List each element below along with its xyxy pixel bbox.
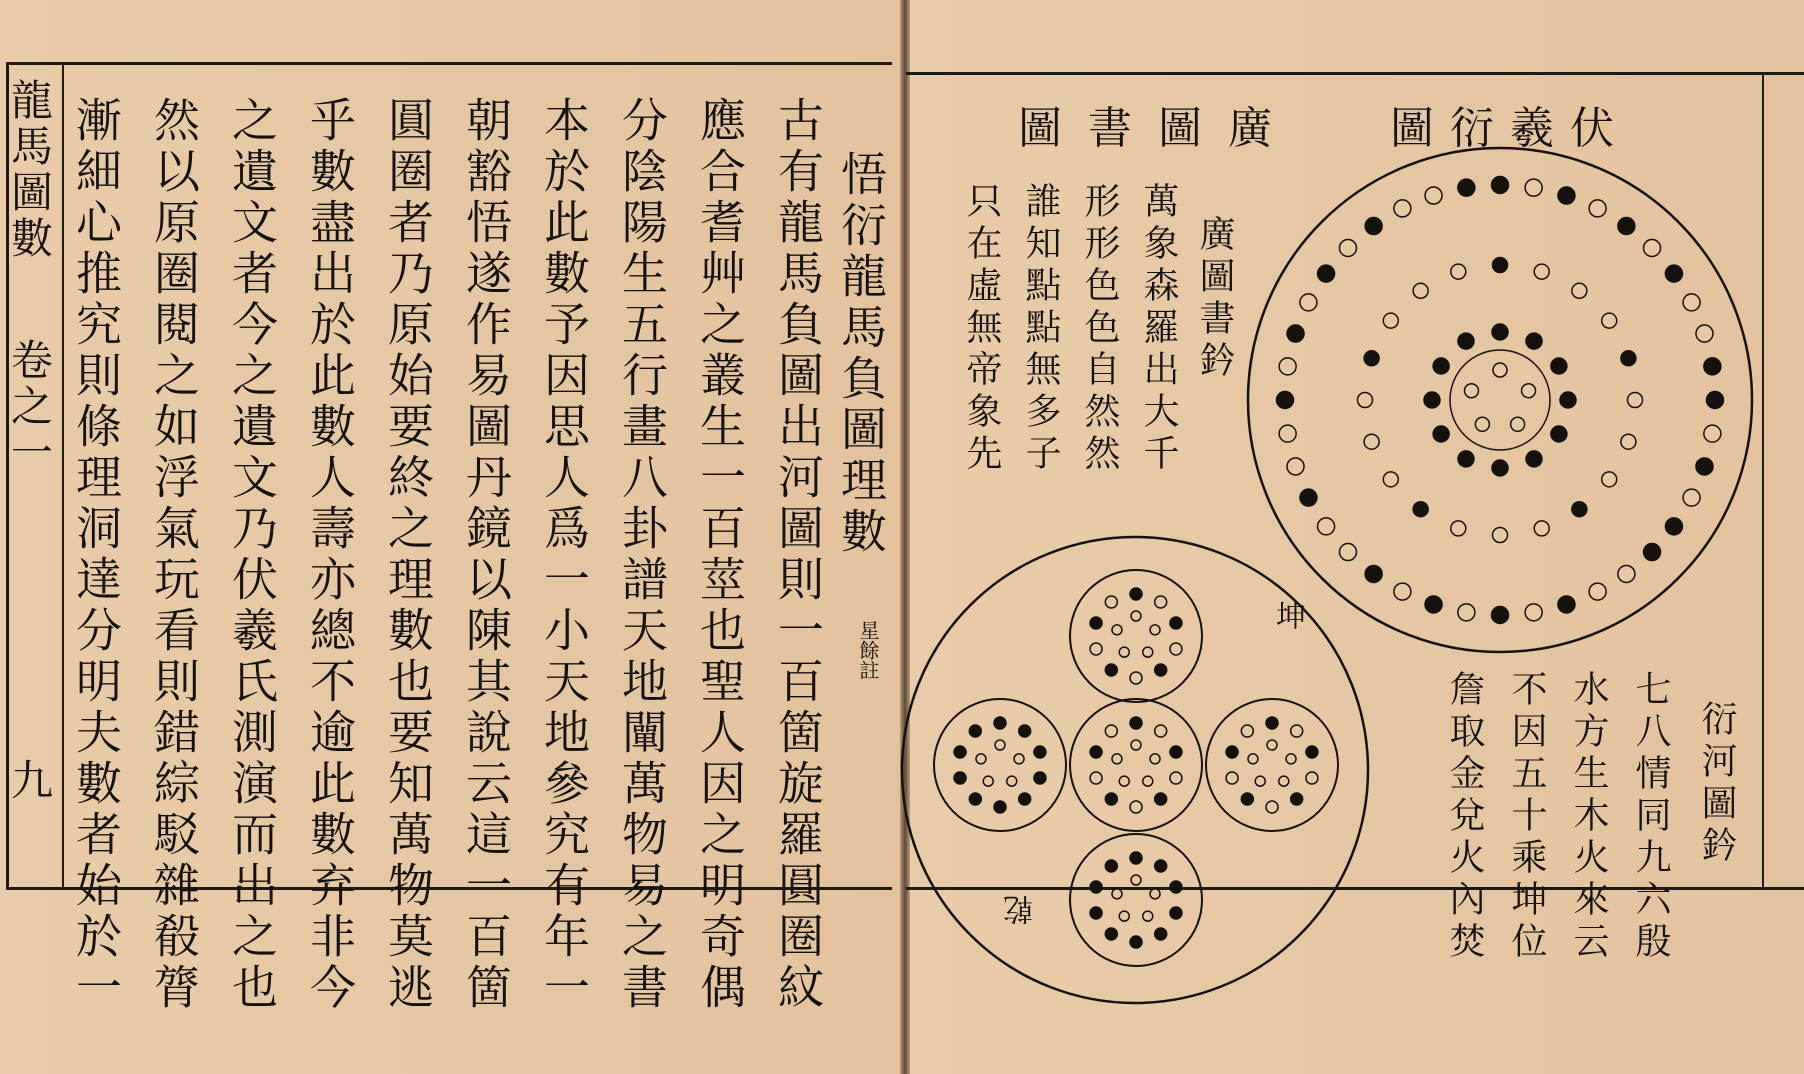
middle-dot — [1551, 358, 1567, 374]
middle-dot — [1526, 333, 1542, 349]
body-column-3: 分陰陽生五行畫八卦譜天地闡萬物易之書 — [615, 96, 669, 1014]
sub-dot — [1105, 664, 1117, 676]
mid-ring-dot — [1451, 521, 1466, 536]
middle-dot — [1492, 460, 1508, 476]
outer-dot — [1618, 565, 1635, 582]
poem1-line-1: 萬象森羅出大千 — [1138, 182, 1179, 476]
outer-dot — [1525, 179, 1542, 196]
sub-center-dot — [1119, 647, 1129, 657]
margin-page-number: 九 — [5, 758, 54, 804]
outer-dot — [1618, 218, 1635, 235]
sub-center-dot — [1131, 611, 1141, 621]
outer-dot — [1683, 294, 1700, 311]
margin-volume: 卷之一 — [5, 338, 54, 476]
sub-dot — [1226, 746, 1238, 758]
mid-ring-dot — [1534, 521, 1549, 536]
sub-dot — [1170, 617, 1182, 629]
sub-center-dot — [1150, 889, 1160, 899]
body-column-10: 漸細心推究則條理洞達分明夫數者始於一 — [69, 96, 123, 1014]
fuxi-yan-diagram — [1248, 148, 1752, 652]
sub-dot — [1105, 596, 1117, 608]
middle-dot — [1433, 426, 1449, 442]
mid-ring-dot — [1602, 313, 1617, 328]
outer-dot — [1425, 187, 1442, 204]
sub-dot — [969, 793, 981, 805]
center-dot — [1475, 417, 1489, 431]
sub-center-dot — [1150, 754, 1160, 764]
sub-dot — [1130, 672, 1142, 684]
sub-dot — [1155, 793, 1167, 805]
outer-dot — [1683, 489, 1700, 506]
outer-dot — [1458, 179, 1475, 196]
outer-dot — [1525, 604, 1542, 621]
body-column-1: 古有龍馬負圖出河圖則一百箇旋羅圓圈紋 — [771, 96, 825, 1014]
outer-dot — [1665, 518, 1682, 535]
sub-center-dot — [1131, 875, 1141, 885]
middle-dot — [1492, 324, 1508, 340]
mid-ring-dot — [1383, 313, 1398, 328]
mid-ring-dot — [1364, 434, 1379, 449]
outer-dot — [1707, 392, 1724, 409]
center-dot — [1511, 417, 1525, 431]
mid-ring-dot — [1602, 472, 1617, 487]
outer-dot — [1287, 458, 1304, 475]
sub-center-dot — [1143, 647, 1153, 657]
body-column-7: 乎數盡出於此數人壽亦總不逾此數弃非今 — [303, 96, 357, 1014]
body-column-8: 之遺文者今之遺文乃伏羲氏測演而出之也 — [225, 96, 279, 1014]
middle-dot — [1526, 451, 1542, 467]
outer-dot — [1365, 565, 1382, 582]
sub-dot — [1266, 717, 1278, 729]
middle-dot — [1551, 426, 1567, 442]
poem2-line-3: 不因五十乘坤位 — [1506, 670, 1547, 964]
middle-dot — [1560, 392, 1576, 408]
outer-dot — [1318, 265, 1335, 282]
mid-ring-dot — [1493, 258, 1508, 273]
sub-dot — [1105, 860, 1117, 872]
sub-center-dot — [1131, 740, 1141, 750]
sub-dot — [1105, 793, 1117, 805]
outer-dot — [1704, 425, 1721, 442]
poem2-title: 衍河圖鈐 — [1696, 700, 1737, 868]
sub-dot — [1019, 793, 1031, 805]
poem1-line-3: 誰知點點無多子 — [1020, 182, 1061, 476]
poem1-line-2: 形形色色自然然 — [1079, 182, 1120, 476]
middle-dot — [1458, 451, 1474, 467]
outer-dot — [1339, 544, 1356, 561]
sub-dot — [954, 746, 966, 758]
guang-title-text: 廣圖書圖 — [1018, 103, 1298, 154]
outer-dot — [1394, 200, 1411, 217]
sub-center-dot — [1255, 776, 1265, 786]
center-dot — [1464, 384, 1478, 398]
mid-ring-dot — [1451, 264, 1466, 279]
sub-center-dot — [1150, 625, 1160, 635]
sub-dot — [1155, 928, 1167, 940]
outer-dot — [1458, 604, 1475, 621]
sub-dot — [1291, 725, 1303, 737]
sub-center-dot — [995, 740, 1005, 750]
sub-center-dot — [1286, 754, 1296, 764]
body-column-9: 然以原圈閱之如浮氣玩看則錯綜駁雜殽膂 — [147, 96, 201, 1014]
sub-dot — [1241, 725, 1253, 737]
sub-center-dot — [983, 776, 993, 786]
chapter-heading: 悟衍龍馬負圖理數 — [834, 150, 888, 558]
sub-dot — [1155, 725, 1167, 737]
sub-center-dot — [1014, 754, 1024, 764]
mid-ring-dot — [1628, 393, 1643, 408]
sub-dot — [1306, 772, 1318, 784]
mid-ring-dot — [1383, 472, 1398, 487]
mid-ring-dot — [1572, 283, 1587, 298]
author-note: 星餘註 — [856, 620, 880, 680]
sub-dot — [1155, 596, 1167, 608]
sub-dot — [969, 725, 981, 737]
sub-dot — [994, 801, 1006, 813]
sub-center-dot — [1112, 754, 1122, 764]
sub-dot — [1019, 725, 1031, 737]
sub-center-dot — [1267, 740, 1277, 750]
body-column-4: 本於此數予因思人爲一小天地參究有年一 — [537, 96, 591, 1014]
poem2-line-1: 七八情同九六殷 — [1630, 670, 1671, 964]
outer-dot — [1425, 596, 1442, 613]
sub-dot — [1241, 793, 1253, 805]
sub-center-dot — [1007, 776, 1017, 786]
outer-dot — [1644, 239, 1661, 256]
sub-dot — [1090, 907, 1102, 919]
sub-dot — [1105, 928, 1117, 940]
sub-dot — [1130, 801, 1142, 813]
sub-dot — [1090, 617, 1102, 629]
outer-dot — [1704, 358, 1721, 375]
sub-center-dot — [1279, 776, 1289, 786]
body-column-5: 朝豁悟遂作易圖丹鏡以陳其說云這一百箇 — [459, 96, 513, 1014]
fuxi-title-text: 伏羲衍圖 — [1390, 103, 1630, 154]
mid-ring-dot — [1413, 502, 1428, 517]
mid-ring-dot — [1534, 264, 1549, 279]
sub-dot — [1170, 746, 1182, 758]
outer-dot — [1287, 325, 1304, 342]
sub-dot — [1034, 772, 1046, 784]
outer-dot — [1279, 358, 1296, 375]
outer-dot — [1279, 425, 1296, 442]
mid-ring-dot — [1621, 351, 1636, 366]
outer-dot — [1277, 392, 1294, 409]
sub-dot — [1130, 936, 1142, 948]
poem1-line-4: 只在虛無帝象先 — [961, 182, 1002, 476]
mid-ring-dot — [1358, 393, 1373, 408]
outer-dot — [1696, 325, 1713, 342]
sub-dot — [1090, 746, 1102, 758]
outer-dot — [1300, 294, 1317, 311]
outer-dot — [1339, 239, 1356, 256]
sub-dot — [1306, 746, 1318, 758]
sub-center-dot — [1112, 625, 1122, 635]
sub-dot — [1034, 746, 1046, 758]
mid-ring-dot — [1413, 283, 1428, 298]
sub-dot — [954, 772, 966, 784]
outer-dot — [1665, 265, 1682, 282]
middle-dot — [1433, 358, 1449, 374]
poem2-line-2: 水方生木火來云 — [1568, 670, 1609, 964]
mid-ring-dot — [1572, 502, 1587, 517]
poem2-line-4: 詹取金兌火內焚 — [1444, 670, 1485, 964]
outer-dot — [1589, 200, 1606, 217]
sub-center-dot — [1248, 754, 1258, 764]
sub-dot — [1170, 772, 1182, 784]
poem1-title: 廣圖書鈐 — [1194, 215, 1235, 383]
margin-book-title: 龍馬圖數 — [5, 78, 54, 262]
outer-dot — [1394, 583, 1411, 600]
center-dot — [1493, 363, 1507, 377]
mid-ring-dot — [1493, 528, 1508, 543]
sub-dot — [1170, 643, 1182, 655]
kun-label: 坤 — [1270, 600, 1305, 630]
outer-dot — [1558, 596, 1575, 613]
sub-center-dot — [1119, 911, 1129, 921]
sub-dot — [1090, 881, 1102, 893]
sub-center-dot — [1119, 776, 1129, 786]
sub-center-dot — [1143, 911, 1153, 921]
middle-dot — [1424, 392, 1440, 408]
body-column-2: 應合耆艸之叢生一百莖也聖人因之明奇偶 — [693, 96, 747, 1014]
outer-dot — [1365, 218, 1382, 235]
outer-dot — [1696, 458, 1713, 475]
outer-dot — [1558, 187, 1575, 204]
sub-dot — [1130, 717, 1142, 729]
sub-center-dot — [1143, 776, 1153, 786]
outer-dot — [1300, 489, 1317, 506]
sub-dot — [1170, 907, 1182, 919]
sub-dot — [994, 717, 1006, 729]
sub-dot — [1090, 772, 1102, 784]
mid-ring-dot — [1364, 351, 1379, 366]
outer-dot — [1644, 544, 1661, 561]
body-column-6: 圓圈者乃原始要終之理數也要知萬物莫逃 — [381, 96, 435, 1014]
sub-center-dot — [1112, 889, 1122, 899]
sub-dot — [1266, 801, 1278, 813]
sub-dot — [1155, 664, 1167, 676]
middle-dot — [1458, 333, 1474, 349]
mid-ring-dot — [1621, 434, 1636, 449]
outer-dot — [1589, 583, 1606, 600]
qian-label: 乾 — [1004, 895, 1039, 925]
center-dot — [1522, 384, 1536, 398]
sub-center-dot — [976, 754, 986, 764]
outer-circle — [1248, 148, 1752, 652]
sub-dot — [1130, 852, 1142, 864]
sub-dot — [1130, 588, 1142, 600]
sub-dot — [1105, 725, 1117, 737]
sub-dot — [1226, 772, 1238, 784]
sub-dot — [1170, 881, 1182, 893]
outer-dot — [1492, 607, 1509, 624]
outer-dot — [1318, 518, 1335, 535]
sub-dot — [1291, 793, 1303, 805]
outer-dot — [1492, 177, 1509, 194]
sub-dot — [1155, 860, 1167, 872]
sub-dot — [1090, 643, 1102, 655]
